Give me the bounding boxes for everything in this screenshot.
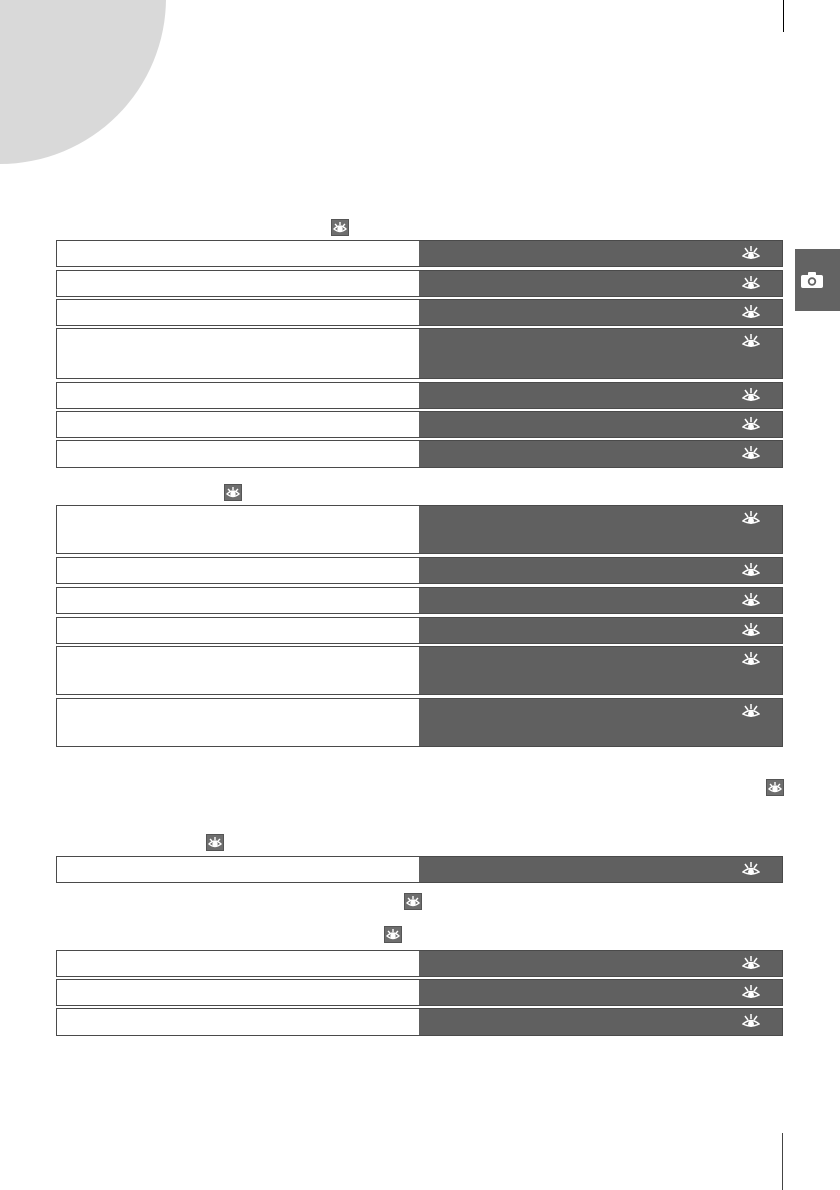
- eye-reference-icon: [742, 1013, 760, 1029]
- table-row: [56, 950, 783, 977]
- table-row: [56, 856, 783, 883]
- eye-reference-icon: [742, 275, 760, 291]
- table-row-value: [419, 699, 782, 746]
- table-row-value: [419, 412, 782, 437]
- eye-reference-icon: [742, 510, 760, 526]
- table-row-value: [419, 980, 782, 1005]
- table-row: [56, 299, 783, 326]
- table-row: [56, 270, 783, 297]
- table-row-value: [419, 300, 782, 325]
- table-row: [56, 440, 783, 468]
- page-divider: [782, 1133, 783, 1190]
- table-row: [56, 1008, 783, 1036]
- eye-reference-icon: [742, 445, 760, 461]
- table-row-value: [419, 383, 782, 408]
- eye-reference-icon: [742, 861, 760, 877]
- eye-reference-icon: [742, 592, 760, 608]
- table-row-value: [419, 857, 782, 882]
- table-row: [56, 557, 783, 584]
- eye-reference-icon: [404, 893, 422, 910]
- eye-reference-icon: [742, 622, 760, 638]
- table-row-value: [419, 506, 782, 553]
- table-row: [56, 328, 783, 379]
- table-row-value: [419, 588, 782, 613]
- corner-decoration: [0, 0, 166, 164]
- eye-reference-icon: [742, 387, 760, 403]
- eye-reference-icon: [742, 245, 760, 261]
- table-row: [56, 587, 783, 614]
- table-row: [56, 505, 783, 554]
- table-row: [56, 646, 783, 695]
- eye-reference-icon: [742, 651, 760, 667]
- table-row: [56, 617, 783, 644]
- eye-reference-icon: [742, 955, 760, 971]
- table-row-value: [419, 329, 782, 378]
- table-row: [56, 698, 783, 747]
- table-row: [56, 411, 783, 438]
- table-row-value: [419, 441, 782, 467]
- table-row-value: [419, 271, 782, 296]
- side-tab-shooting[interactable]: [795, 249, 840, 311]
- eye-reference-icon: [384, 926, 402, 943]
- table-row: [56, 979, 783, 1006]
- eye-reference-icon: [742, 984, 760, 1000]
- eye-reference-icon: [331, 219, 349, 236]
- camera-icon: [801, 272, 823, 293]
- table-row-value: [419, 951, 782, 976]
- eye-reference-icon: [742, 562, 760, 578]
- eye-reference-icon: [766, 779, 784, 796]
- eye-reference-icon: [206, 834, 224, 851]
- table-row-value: [419, 558, 782, 583]
- eye-reference-icon: [742, 304, 760, 320]
- table-row: [56, 382, 783, 409]
- eye-reference-icon: [224, 484, 242, 501]
- eye-reference-icon: [742, 333, 760, 349]
- crop-mark: [783, 0, 784, 32]
- table-row-value: [419, 241, 782, 266]
- table-row-value: [419, 618, 782, 643]
- table-row-value: [419, 647, 782, 694]
- eye-reference-icon: [742, 703, 760, 719]
- table-row: [56, 240, 783, 267]
- table-row-value: [419, 1009, 782, 1035]
- eye-reference-icon: [742, 416, 760, 432]
